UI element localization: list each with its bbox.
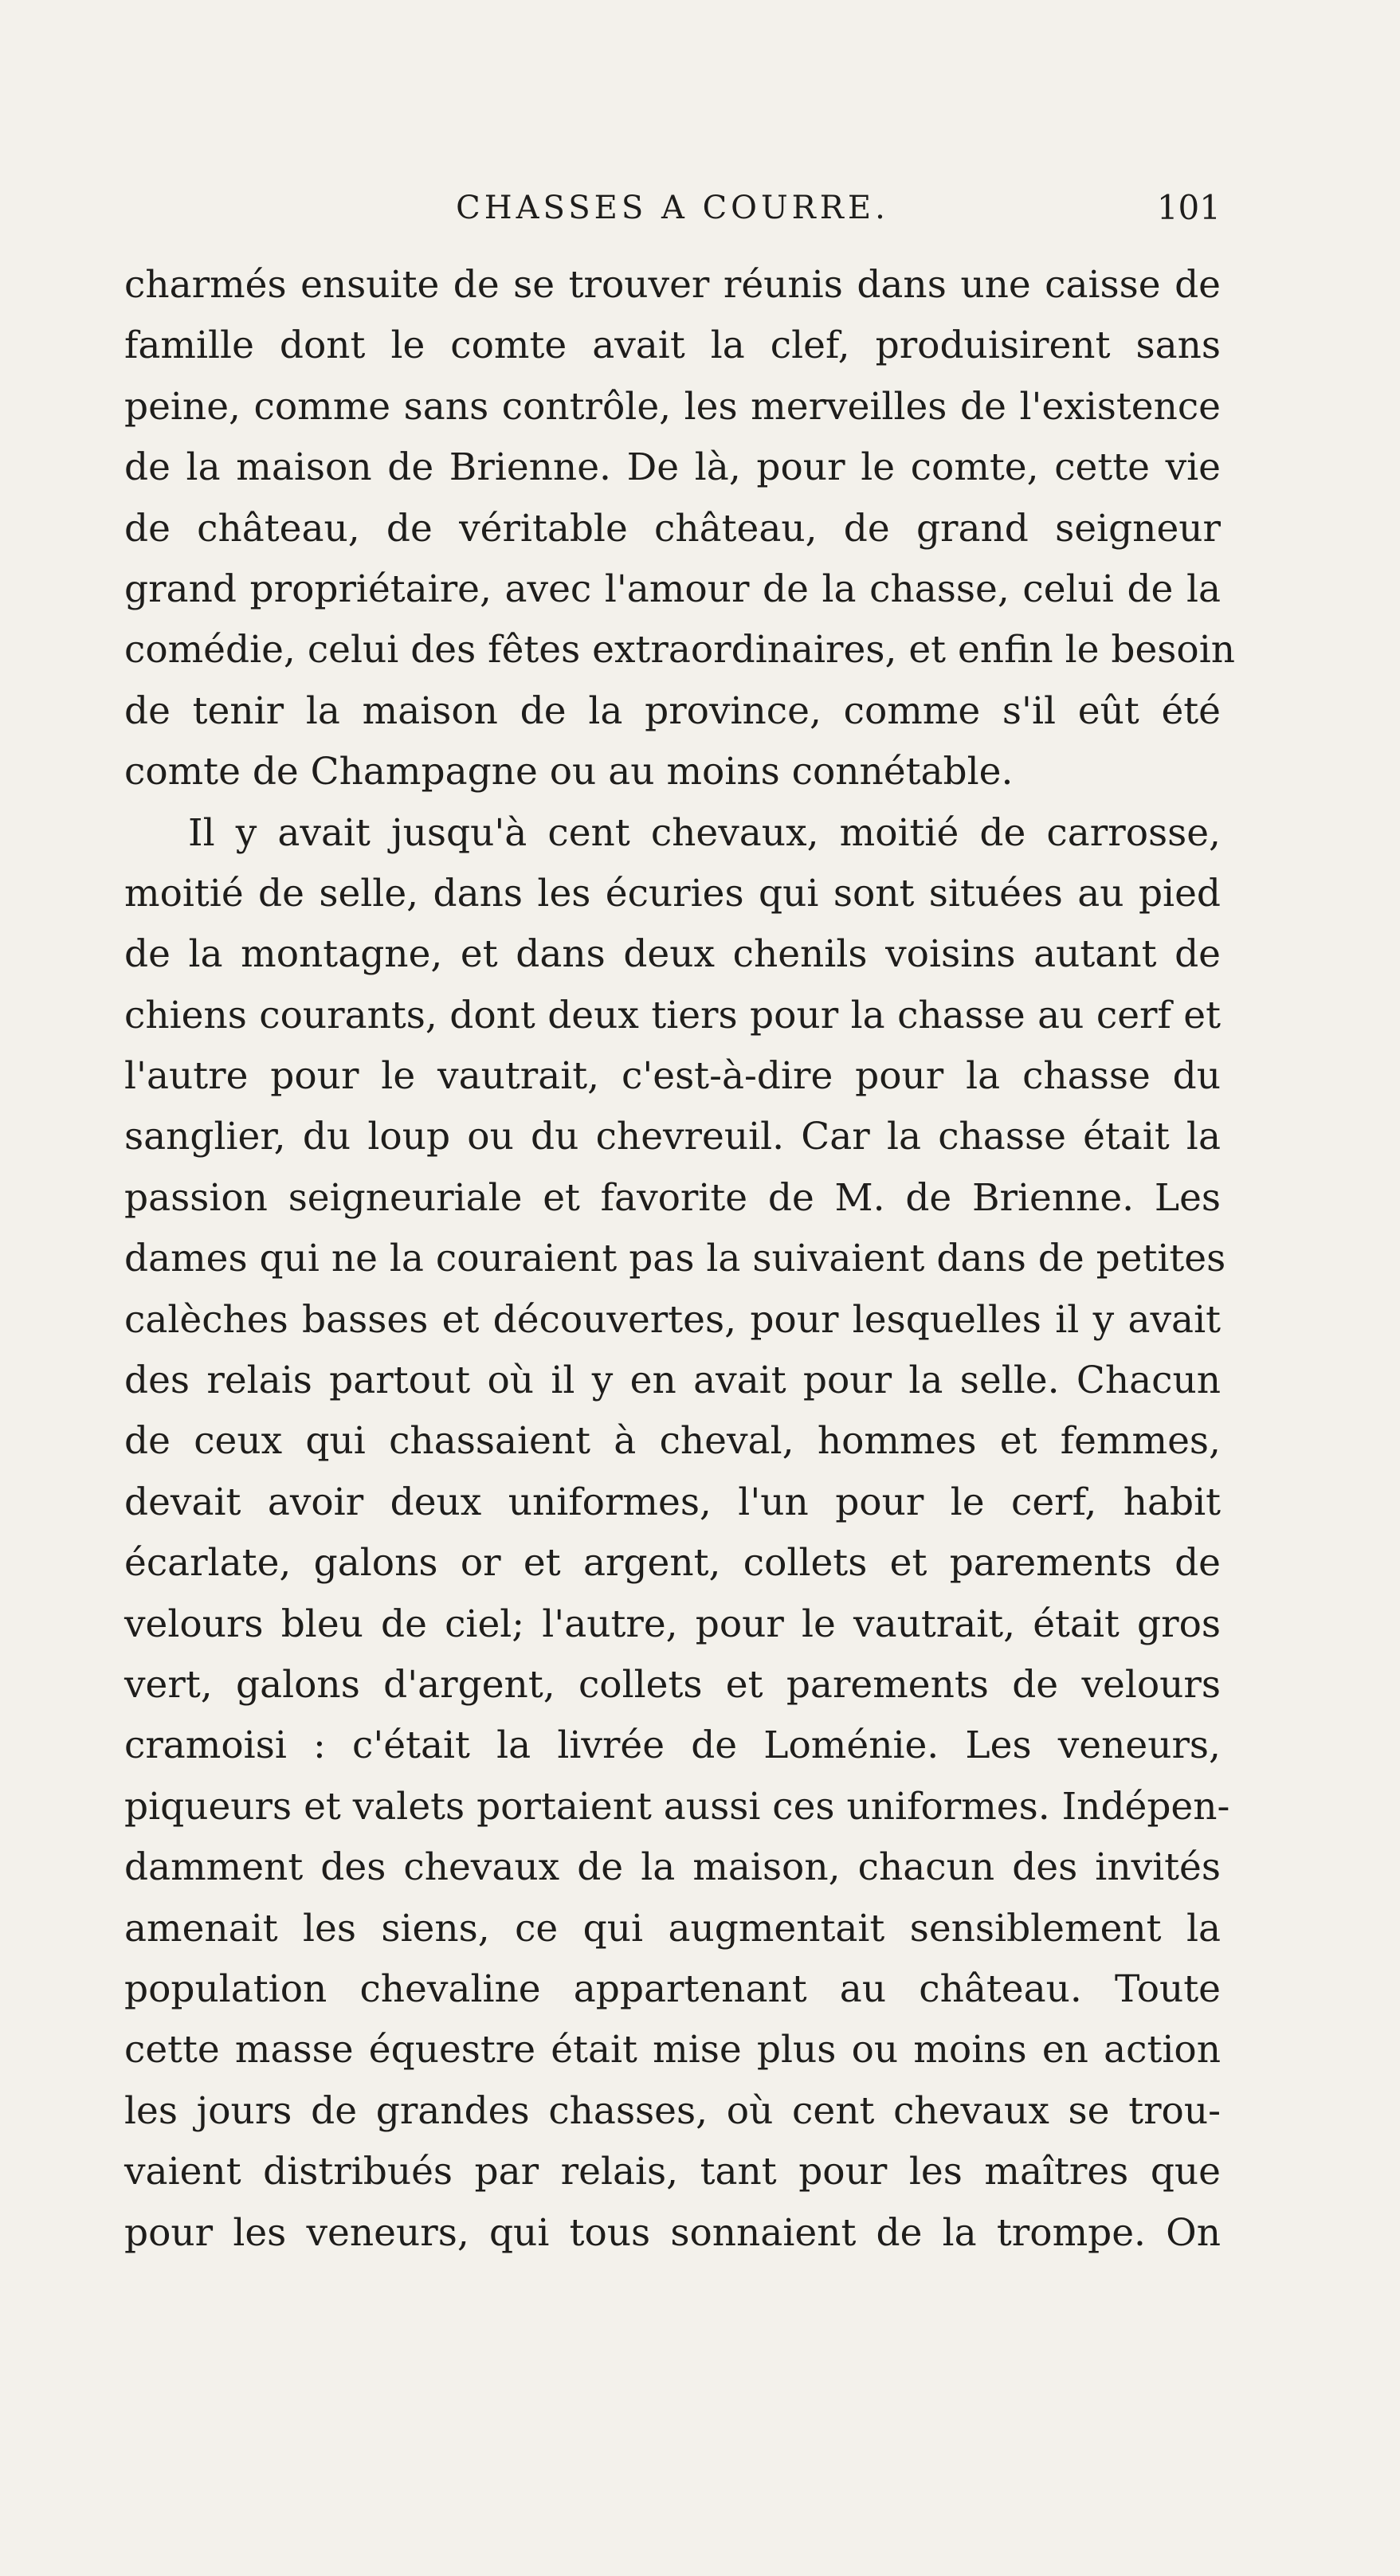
text-line: dames qui ne la couraient pas la suivaient dans de petites (124, 1237, 1226, 1281)
text-line: de la montagne, et dans deux chenils voisins autant de (124, 932, 1221, 977)
text-line: velours bleu de ciel; l'autre, pour le vautrait, était gros (124, 1602, 1221, 1646)
text-line: écarlate, galons or et argent, collets et parements de (124, 1541, 1221, 1586)
text-line: vert, galons d'argent, collets et parements de velours (124, 1662, 1221, 1707)
text-line: passion seigneuriale et favorite de M. de Brienne. Les (124, 1175, 1221, 1220)
text-line: de ceux qui chassaient à cheval, hommes et femmes, (124, 1419, 1221, 1464)
text-line: piqueurs et valets portaient aussi ces uniformes. Indépen- (124, 1784, 1230, 1829)
page-header (124, 180, 1221, 236)
page-number: 101 (1156, 188, 1221, 227)
text-line: damment des chevaux de la maison, chacun des invités (124, 1845, 1221, 1890)
body-text (124, 255, 1236, 2264)
text-line: grand propriétaire, avec l'amour de la chasse, celui de la (124, 567, 1221, 611)
text-line: cramoisi : c'était la livrée de Loménie. Les veneurs, (124, 1723, 1221, 1768)
text-line: comédie, celui des fêtes extraordinaires, et enfin le besoin (124, 628, 1236, 672)
text-line: charmés ensuite de se trouver réunis dans une caisse de (124, 263, 1221, 307)
text-line: de tenir la maison de la province, comme s'il eût été (124, 688, 1221, 733)
text-line: des relais partout où il y en avait pour la selle. Chacun (124, 1359, 1221, 1403)
text-line: pour les veneurs, qui tous sonnaient de la trompe. On (124, 2210, 1221, 2255)
paragraph-end-line: comte de Champagne ou au moins connétable. (124, 750, 1014, 794)
text-line: de château, de véritable château, de grand seigneur (124, 506, 1221, 551)
text-line: amenait les siens, ce qui augmentait sensiblement la (124, 1906, 1221, 1951)
text-line: devait avoir deux uniformes, l'un pour le cerf, habit (124, 1480, 1221, 1524)
text-line: chiens courants, dont deux tiers pour la chasse au cerf et (124, 993, 1221, 1037)
text-line: famille dont le comte avait la clef, produisirent sans (124, 323, 1221, 368)
text-line: peine, comme sans contrôle, les merveilles de l'existence (124, 384, 1221, 429)
text-line: vaient distribués par relais, tant pour les maîtres que (124, 2150, 1221, 2194)
text-line: sanglier, du loup ou du chevreuil. Car la chasse était la (124, 1115, 1221, 1159)
text-line: les jours de grandes chasses, où cent chevaux se trou- (124, 2088, 1221, 2133)
running-title: CHASSES A COURRE. (456, 190, 889, 226)
text-line: moitié de selle, dans les écuries qui sont situées au pied (124, 871, 1221, 916)
text-line: cette masse équestre était mise plus ou moins en action (124, 2028, 1221, 2072)
text-line: population chevaline appartenant au château. Toute (124, 1966, 1221, 2011)
text-line: de la maison de Brienne. De là, pour le comte, cette vie (124, 445, 1221, 490)
paragraph-start-line: Il y avait jusqu'à cent chevaux, moitié de carrosse, (188, 810, 1221, 855)
text-line: l'autre pour le vautrait, c'est-à-dire pour la chasse du (124, 1054, 1221, 1099)
text-line: calèches basses et découvertes, pour lesquelles il y avait (124, 1297, 1221, 1342)
